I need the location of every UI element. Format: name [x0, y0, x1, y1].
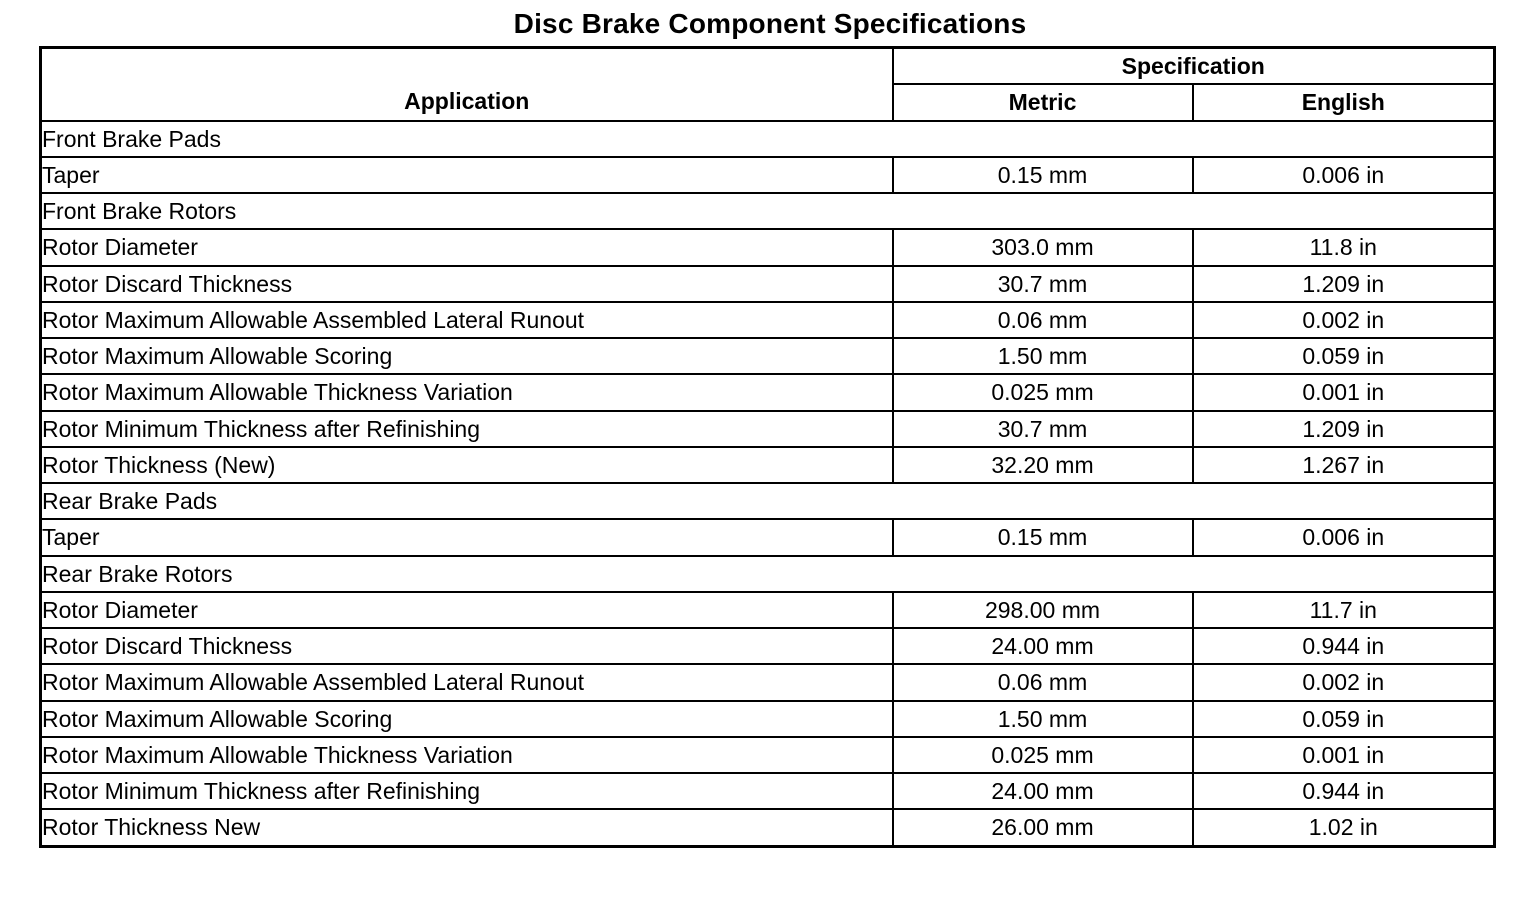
metric-value-cell: 30.7 mm	[893, 266, 1193, 302]
table-row	[41, 809, 1495, 846]
english-value-cell: 0.002 in	[1193, 664, 1495, 700]
metric-value-cell: 1.50 mm	[893, 701, 1193, 737]
table-row	[41, 519, 1495, 555]
table-row	[41, 628, 1495, 664]
metric-value-cell: 32.20 mm	[893, 447, 1193, 483]
english-value-cell: 0.006 in	[1193, 519, 1495, 555]
english-value-cell: 1.02 in	[1193, 809, 1495, 846]
table-body	[41, 121, 1495, 847]
english-value-cell: 0.944 in	[1193, 628, 1495, 664]
metric-value-cell: 0.15 mm	[893, 519, 1193, 555]
spec-label-cell: Taper	[41, 519, 893, 555]
english-value-cell: 0.001 in	[1193, 374, 1495, 410]
table-header	[41, 48, 1495, 121]
section-heading: Front Brake Rotors	[41, 193, 1495, 229]
section-heading: Front Brake Pads	[41, 121, 1495, 157]
english-value-cell: 1.267 in	[1193, 447, 1495, 483]
metric-value-cell: 0.06 mm	[893, 302, 1193, 338]
section-row	[41, 556, 1495, 592]
english-value-cell: 0.944 in	[1193, 773, 1495, 809]
spec-label-cell: Rotor Minimum Thickness after Refinishing	[41, 773, 893, 809]
table-row	[41, 338, 1495, 374]
table-row	[41, 701, 1495, 737]
spec-label-cell: Rotor Discard Thickness	[41, 628, 893, 664]
table-row	[41, 737, 1495, 773]
spec-label-cell: Rotor Discard Thickness	[41, 266, 893, 302]
metric-value-cell: 24.00 mm	[893, 773, 1193, 809]
section-heading: Rear Brake Rotors	[41, 556, 1495, 592]
column-header-english: English	[1193, 84, 1495, 120]
spec-label-cell: Rotor Diameter	[41, 592, 893, 628]
english-value-cell: 0.006 in	[1193, 157, 1495, 193]
english-value-cell: 1.209 in	[1193, 411, 1495, 447]
section-row	[41, 483, 1495, 519]
english-value-cell: 0.001 in	[1193, 737, 1495, 773]
metric-value-cell: 1.50 mm	[893, 338, 1193, 374]
table-row	[41, 374, 1495, 410]
spec-label-cell: Rotor Maximum Allowable Thickness Variation	[41, 737, 893, 773]
column-header-specification: Specification	[893, 48, 1495, 85]
metric-value-cell: 298.00 mm	[893, 592, 1193, 628]
table-row	[41, 302, 1495, 338]
english-value-cell: 0.059 in	[1193, 701, 1495, 737]
page-title: Disc Brake Component Specifications	[513, 8, 1027, 39]
spec-label-cell: Rotor Maximum Allowable Scoring	[41, 701, 893, 737]
spec-label-cell: Rotor Maximum Allowable Scoring	[41, 338, 893, 374]
english-value-cell: 0.002 in	[1193, 302, 1495, 338]
table-row	[41, 592, 1495, 628]
metric-value-cell: 303.0 mm	[893, 229, 1193, 265]
table-row	[41, 266, 1495, 302]
metric-value-cell: 0.025 mm	[893, 374, 1193, 410]
spec-label-cell: Rotor Maximum Allowable Assembled Lateral Runout	[41, 302, 893, 338]
metric-value-cell: 24.00 mm	[893, 628, 1193, 664]
metric-value-cell: 0.025 mm	[893, 737, 1193, 773]
spec-label-cell: Rotor Diameter	[41, 229, 893, 265]
spec-label-cell: Rotor Thickness (New)	[41, 447, 893, 483]
table-row	[41, 664, 1495, 700]
section-row	[41, 193, 1495, 229]
table-row	[41, 447, 1495, 483]
spec-label-cell: Rotor Maximum Allowable Assembled Lateral Runout	[41, 664, 893, 700]
spec-label-cell: Rotor Minimum Thickness after Refinishing	[41, 411, 893, 447]
english-value-cell: 11.7 in	[1193, 592, 1495, 628]
metric-value-cell: 0.06 mm	[893, 664, 1193, 700]
metric-value-cell: 30.7 mm	[893, 411, 1193, 447]
spec-table	[39, 46, 1496, 848]
spec-label-cell: Rotor Thickness New	[41, 809, 893, 846]
table-row	[41, 411, 1495, 447]
english-value-cell: 11.8 in	[1193, 229, 1495, 265]
table-row	[41, 157, 1495, 193]
column-header-application: Application	[41, 48, 893, 121]
spec-label-cell: Rotor Maximum Allowable Thickness Variation	[41, 374, 893, 410]
metric-value-cell: 26.00 mm	[893, 809, 1193, 846]
english-value-cell: 0.059 in	[1193, 338, 1495, 374]
table-row	[41, 773, 1495, 809]
spec-label-cell: Taper	[41, 157, 893, 193]
metric-value-cell: 0.15 mm	[893, 157, 1193, 193]
column-header-metric: Metric	[893, 84, 1193, 120]
section-heading: Rear Brake Pads	[41, 483, 1495, 519]
english-value-cell: 1.209 in	[1193, 266, 1495, 302]
section-row	[41, 121, 1495, 157]
table-row	[41, 229, 1495, 265]
